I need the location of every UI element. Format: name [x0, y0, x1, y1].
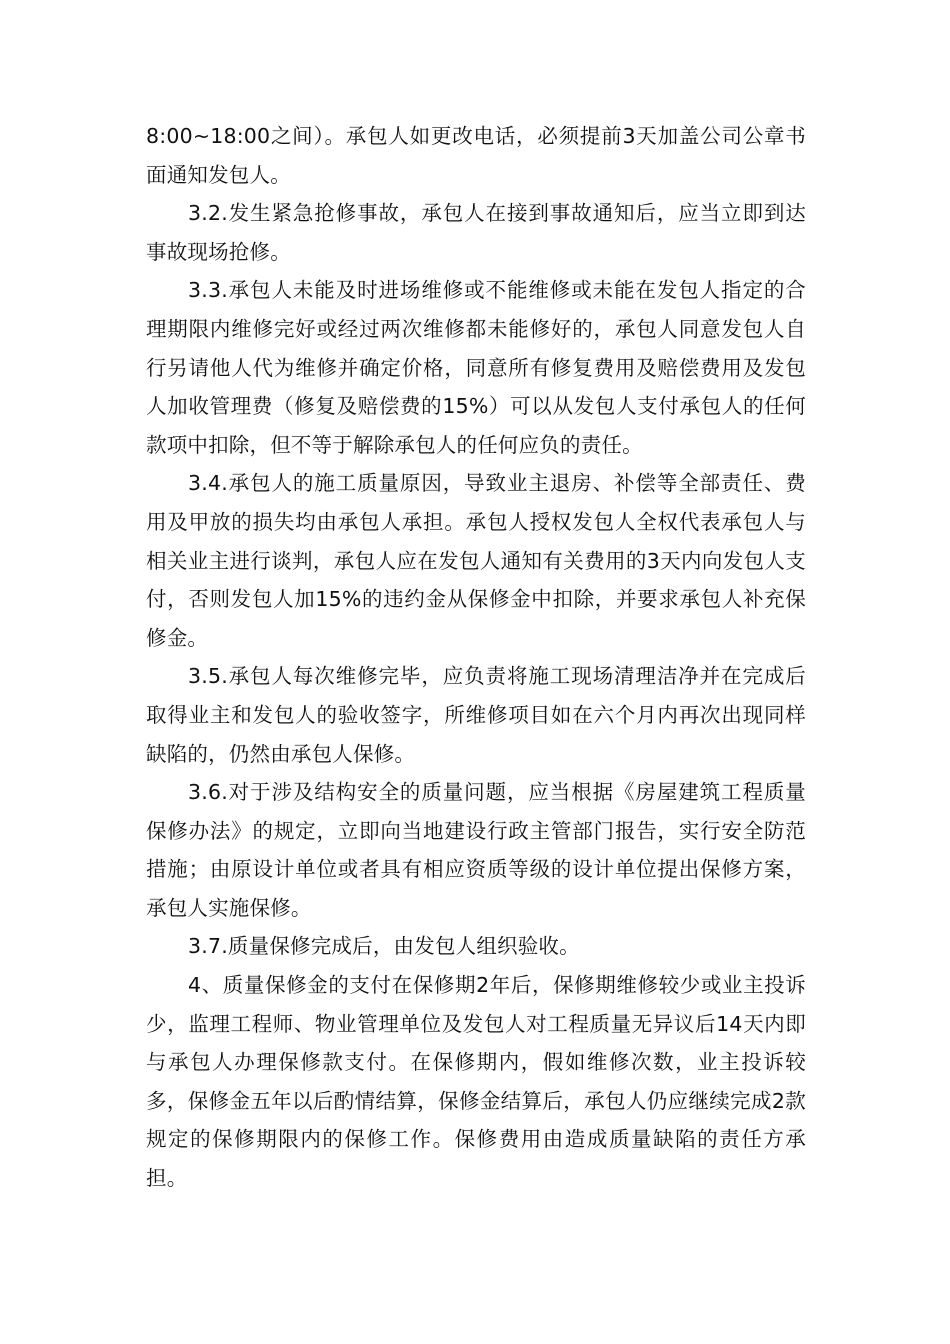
document-body: [146, 117, 806, 1198]
paragraph-intro-continuation: 8:00~18:00之间）。承包人如更改电话，必须提前3天加盖公司公章书面通知发包人。: [146, 124, 806, 187]
paragraph-3-7-acceptance: 3.7.质量保修完成后，由发包人组织验收。: [188, 934, 580, 959]
paragraph-3-2-emergency-repair: 3.2.发生紧急抢修事故，承包人在接到事故通知后，应当立即到达事故现场抢修。: [146, 201, 806, 264]
paragraph-3-6-structural-safety: 3.6.对于涉及结构安全的质量问题，应当根据《房屋建筑工程质量保修办法》的规定，立即向当地建设行政主管部门报告，实行安全防范措施；由原设计单位或者具有相应资质等级的设计单位提出保修方案，承包人实施保修。: [146, 780, 806, 920]
paragraph-3-3-third-party-repair: 3.3.承包人未能及时进场维修或不能维修或未能在发包人指定的合理期限内维修完好或经过两次维修都未能修好的，承包人同意发包人自行另请他人代为维修并确定价格，同意所有修复费用及赔偿费用及发包人加收管理费（修复及赔偿费的15%）可以从发包人支付承包人的任何款项中扣除，但不等于解除承包人的任何应负的责任。: [146, 278, 806, 457]
paragraph-4-warranty-payment: 4、质量保修金的支付在保修期2年后，保修期维修较少或业主投诉少，监理工程师、物业管理单位及发包人对工程质量无异议后14天内即与承包人办理保修款支付。在保修期内，假如维修次数，业主投诉较多，保修金五年以后酌情结算，保修金结算后，承包人仍应继续完成2款规定的保修期限内的保修工作。保修费用由造成质量缺陷的责任方承担。: [146, 973, 806, 1191]
paragraph-3-5-site-cleanup: 3.5.承包人每次维修完毕，应负责将施工现场清理洁净并在完成后取得业主和发包人的验收签字，所维修项目如在六个月内再次出现同样缺陷的，仍然由承包人保修。: [146, 664, 806, 766]
paragraph-3-4-quality-liability: 3.4.承包人的施工质量原因，导致业主退房、补偿等全部责任、费用及甲放的损失均由承包人承担。承包人授权发包人全权代表承包人与相关业主进行谈判，承包人应在发包人通知有关费用的3天内向发包人支付，否则发包人加15%的违约金从保修金中扣除，并要求承包人补充保修金。: [146, 471, 806, 650]
